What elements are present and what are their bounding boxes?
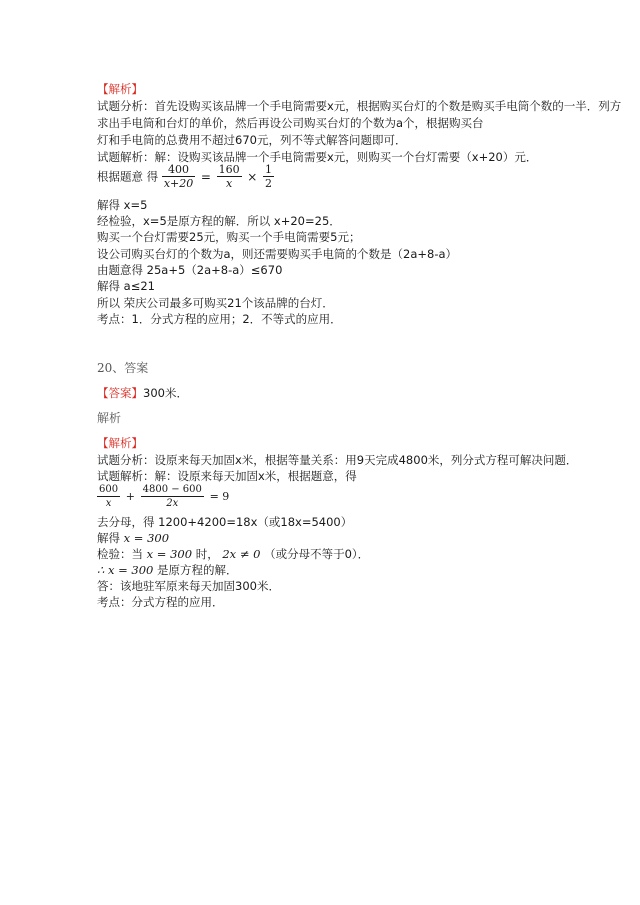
step-suffix: 是原方程的解． xyxy=(157,563,238,577)
step-line-7: 所以 荣庆公司最多可购买21个该品牌的台灯． xyxy=(97,296,334,310)
fraction-denominator: 2 xyxy=(264,177,272,190)
step-line-2: 经检验，x=5是原方程的解．所以 x+20=25． xyxy=(97,214,341,228)
step-prefix: 检验：当 xyxy=(97,547,143,561)
fraction-numerator: 160 xyxy=(218,163,240,176)
fraction-remaining xyxy=(141,483,204,510)
fraction-numerator: 600 xyxy=(99,484,119,495)
fraction-160 xyxy=(217,163,242,190)
step-math: ∴ x = 300 xyxy=(97,563,154,577)
times-sign: × xyxy=(247,169,258,184)
fraction-denominator: x xyxy=(226,177,233,190)
step-suffix: （或分母不等于0）． xyxy=(264,547,370,561)
step-mid: 时， xyxy=(195,547,219,561)
fraction-denominator: x+20 xyxy=(163,177,194,190)
equation-line xyxy=(97,163,274,190)
fraction-half xyxy=(263,163,274,190)
equals-sign: = xyxy=(200,169,211,184)
answer-line xyxy=(97,386,188,400)
equation-line-q20 xyxy=(97,483,231,510)
analysis-line-2: 求出手电筒和台灯的单价，然后再设公司购买台灯的个数为a个，根据购买台 xyxy=(97,116,484,130)
fraction-denominator: 2x xyxy=(166,498,179,509)
fraction-600-over-x xyxy=(97,483,120,510)
analysis-line-3: 灯和手电筒的总费用不超过670元，列不等式解答问题即可． xyxy=(97,133,407,147)
jiexi-heading: 解析 xyxy=(97,411,122,425)
fraction-numerator: 4800 − 600 xyxy=(142,484,202,495)
step-line-4: 设公司购买台灯的个数为a，则还需要购买手电筒的个数是（2a+8-a） xyxy=(97,247,458,261)
solution-line-1: 试题解析：解：设购买该品牌一个手电筒需要x元，则购买一个台灯需要（x+20）元． xyxy=(97,150,538,164)
analysis-line-q20: 试题分析：设原来每天加固x米，根据等量关系：用9天完成4800米，列分式方程可解决问题． xyxy=(97,453,578,467)
equation-rhs: = 9 xyxy=(209,490,230,503)
step-math: x = 300 xyxy=(146,547,193,561)
fraction-400 xyxy=(162,163,195,190)
step-line-q20-2 xyxy=(97,531,169,545)
step-line-q20-1: 去分母，得 1200+4200=18x（或18x=5400） xyxy=(97,515,353,529)
step-line-1: 解得 x=5 xyxy=(97,198,148,212)
jiexi-tag: 【解析】 xyxy=(97,82,143,96)
kaodian-line: 考点：1．分式方程的应用；2．不等式的应用． xyxy=(97,312,342,326)
jiexi-tag-2: 【解析】 xyxy=(97,436,143,450)
kaodian-line-q20: 考点：分式方程的应用． xyxy=(97,595,224,609)
step-line-q20-4 xyxy=(97,563,238,577)
fraction-denominator: x xyxy=(105,498,112,509)
analysis-line-1: 试题分析：首先设购买该品牌一个手电筒需要x元，根据购买台灯的个数是购买手电筒个数的一半．列方 xyxy=(97,99,622,113)
step-line-q20-3 xyxy=(97,547,369,561)
equation-prefix: 根据题意 得 xyxy=(97,169,159,184)
fraction-numerator: 1 xyxy=(264,163,272,176)
step-line-5: 由题意得 25a+5（2a+8-a）≤670 xyxy=(97,263,283,277)
step-math: x = 300 xyxy=(123,531,170,545)
answer-statement: 答：该地驻军原来每天加固300米． xyxy=(97,579,280,593)
answer-text: 300米． xyxy=(143,386,188,400)
solution-line-q20: 试题解析：解：设原来每天加固x米，根据题意，得 xyxy=(97,469,357,483)
step-line-3: 购买一个台灯需要25元，购买一个手电筒需要5元； xyxy=(97,230,361,244)
step-math: 2x ≠ 0 xyxy=(222,547,261,561)
question-heading: 20、答案 xyxy=(97,361,149,375)
plus-sign: + xyxy=(125,490,135,503)
answer-tag: 【答案】 xyxy=(97,386,143,400)
step-line-6: 解得 a≤21 xyxy=(97,279,155,293)
fraction-numerator: 400 xyxy=(162,163,195,177)
step-prefix: 解得 xyxy=(97,531,120,545)
